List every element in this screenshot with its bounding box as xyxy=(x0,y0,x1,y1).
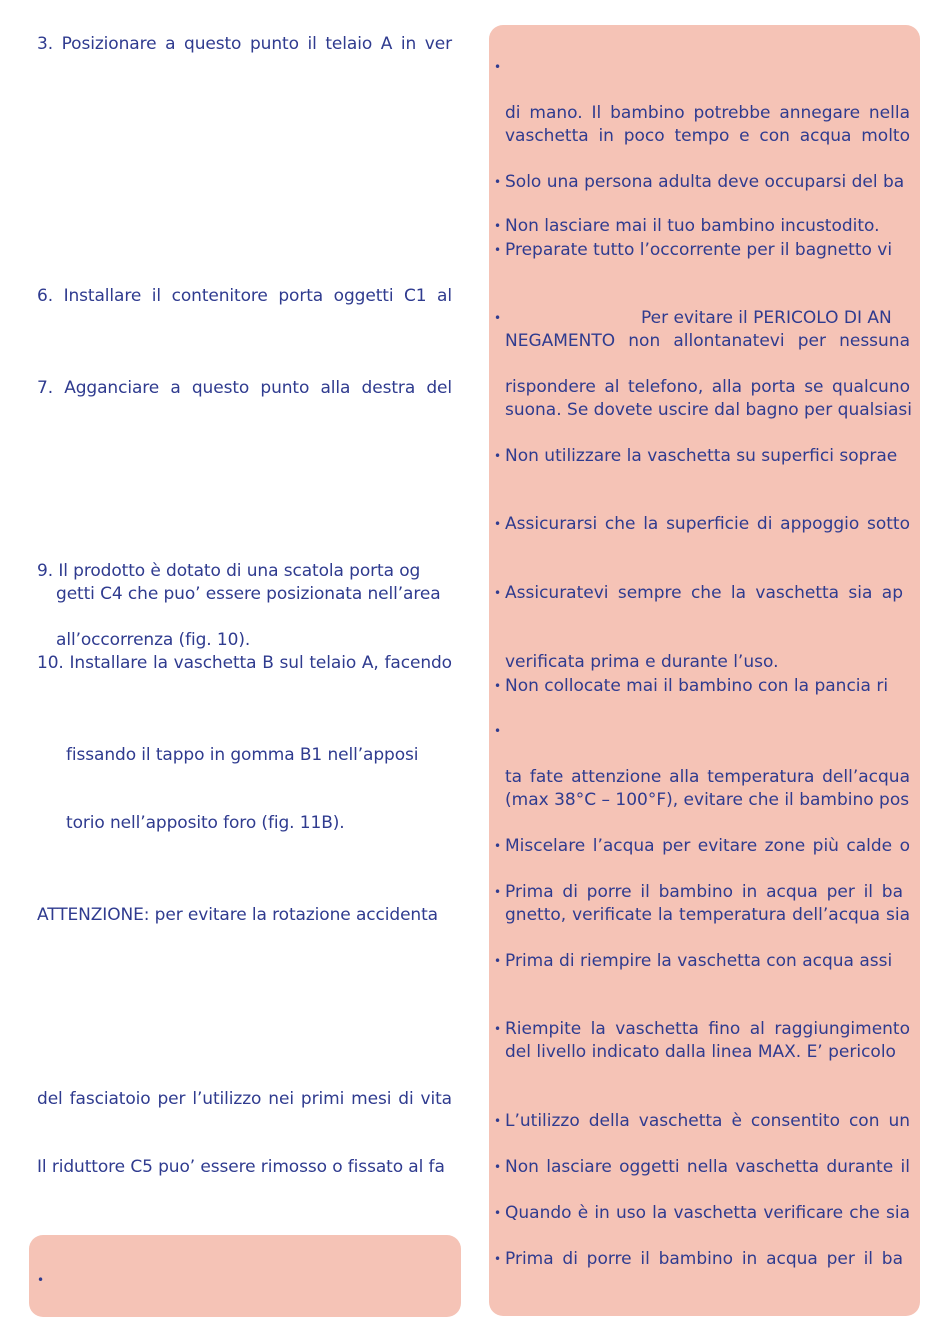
warning-3: Non lasciare mai il tuo bambino incustodito. xyxy=(505,216,880,236)
step-3-text: 3. Posizionare a questo punto il telaio A in ver xyxy=(37,34,452,54)
warning-bullet: • xyxy=(494,586,502,600)
warning-8-line-1: Assicuratevi sempre che la vaschetta sia ap xyxy=(505,583,903,603)
warning-9: Non collocate mai il bambino con la pancia ri xyxy=(505,676,889,696)
warning-10-line-2: (max 38°C – 100°F), evitare che il bambino pos xyxy=(505,790,910,810)
warning-bullet: • xyxy=(494,679,502,693)
note-bullet: • xyxy=(37,1273,45,1287)
warning-5-line-2: NEGAMENTO non allontanatevi per nessuna xyxy=(505,331,910,351)
warning-11: Miscelare l’acqua per evitare zone più calde o xyxy=(505,836,910,856)
warning-15: L’utilizzo della vaschetta è consentito con un xyxy=(505,1111,910,1131)
warning-10-line-1: ta fate attenzione alla temperatura dell’acqua xyxy=(505,767,910,787)
warning-bullet: • xyxy=(494,243,502,257)
attention-text: ATTENZIONE: per evitare la rotazione accidenta xyxy=(37,905,438,925)
warning-bullet: • xyxy=(494,449,502,463)
warning-13: Prima di riempire la vaschetta con acqua assi xyxy=(505,951,893,971)
warning-2: Solo una persona adulta deve occuparsi del ba xyxy=(505,172,905,192)
warning-bullet: • xyxy=(494,1114,502,1128)
warning-18: Prima di porre il bambino in acqua per il ba xyxy=(505,1249,903,1269)
fasciatoio-text: del fasciatoio per l’utilizzo nei primi mesi di vita xyxy=(37,1089,452,1109)
step-6-text: 6. Installare il contenitore porta oggetti C1 al xyxy=(37,286,452,306)
warning-bullet: • xyxy=(494,885,502,899)
step-10-line-1: 10. Installare la vaschetta B sul telaio A, facendo xyxy=(37,653,452,673)
warning-14-line-1: Riempite la vaschetta fino al raggiungimento xyxy=(505,1019,910,1039)
warning-6: Non utilizzare la vaschetta su superfici soprae xyxy=(505,446,898,466)
warning-8-line-2: verificata prima e durante l’uso. xyxy=(505,652,779,672)
warning-bullet: • xyxy=(494,175,502,189)
step-7-text: 7. Agganciare a questo punto alla destra del xyxy=(37,378,452,398)
warning-bullet: • xyxy=(494,311,502,325)
warning-12-line-1: Prima di porre il bambino in acqua per il ba xyxy=(505,882,903,902)
warning-bullet: • xyxy=(494,219,502,233)
step-9-line-2: getti C4 che puo’ essere posizionata nell’area xyxy=(56,584,441,604)
step-9-line-1: 9. Il prodotto è dotato di una scatola porta og xyxy=(37,561,421,581)
warning-1-line-1: di mano. Il bambino potrebbe annegare nella xyxy=(505,103,910,123)
warning-bullet: • xyxy=(494,60,502,74)
warning-bullet: • xyxy=(494,839,502,853)
warning-bullet: • xyxy=(494,1022,502,1036)
warning-12-line-2: gnetto, verificate la temperatura dell’acqua sia xyxy=(505,905,910,925)
warning-bullet: • xyxy=(494,517,502,531)
warning-bullet: • xyxy=(494,954,502,968)
warning-bullet: • xyxy=(494,724,502,738)
warning-5-line-3: rispondere al telefono, alla porta se qualcuno xyxy=(505,377,910,397)
step-9-line-3: all’occorrenza (fig. 10). xyxy=(56,630,251,650)
warning-bullet: • xyxy=(494,1160,502,1174)
warning-bullet: • xyxy=(494,1252,502,1266)
warning-17: Quando è in uso la vaschetta verificare che sia xyxy=(505,1203,910,1223)
warning-16: Non lasciare oggetti nella vaschetta durante il xyxy=(505,1157,910,1177)
warning-4: Preparate tutto l’occorrente per il bagnetto vi xyxy=(505,240,893,260)
note-box xyxy=(29,1235,461,1317)
warning-14-line-2: del livello indicato dalla linea MAX. E’ pericolo xyxy=(505,1042,896,1062)
warning-5-line-4: suona. Se dovete uscire dal bagno per qualsiasi xyxy=(505,400,912,420)
warning-7: Assicurarsi che la superficie di appoggio sotto xyxy=(505,514,910,534)
step-10-line-3: torio nell’apposito foro (fig. 11B). xyxy=(66,813,345,833)
warning-5-line-1: Per evitare il PERICOLO DI AN xyxy=(641,308,892,328)
warning-bullet: • xyxy=(494,1206,502,1220)
riduttore-text: Il riduttore C5 puo’ essere rimosso o fissato al fa xyxy=(37,1157,445,1177)
step-10-line-2: fissando il tappo in gomma B1 nell’apposi xyxy=(66,745,419,765)
warning-1-line-2: vaschetta in poco tempo e con acqua molto xyxy=(505,126,910,146)
